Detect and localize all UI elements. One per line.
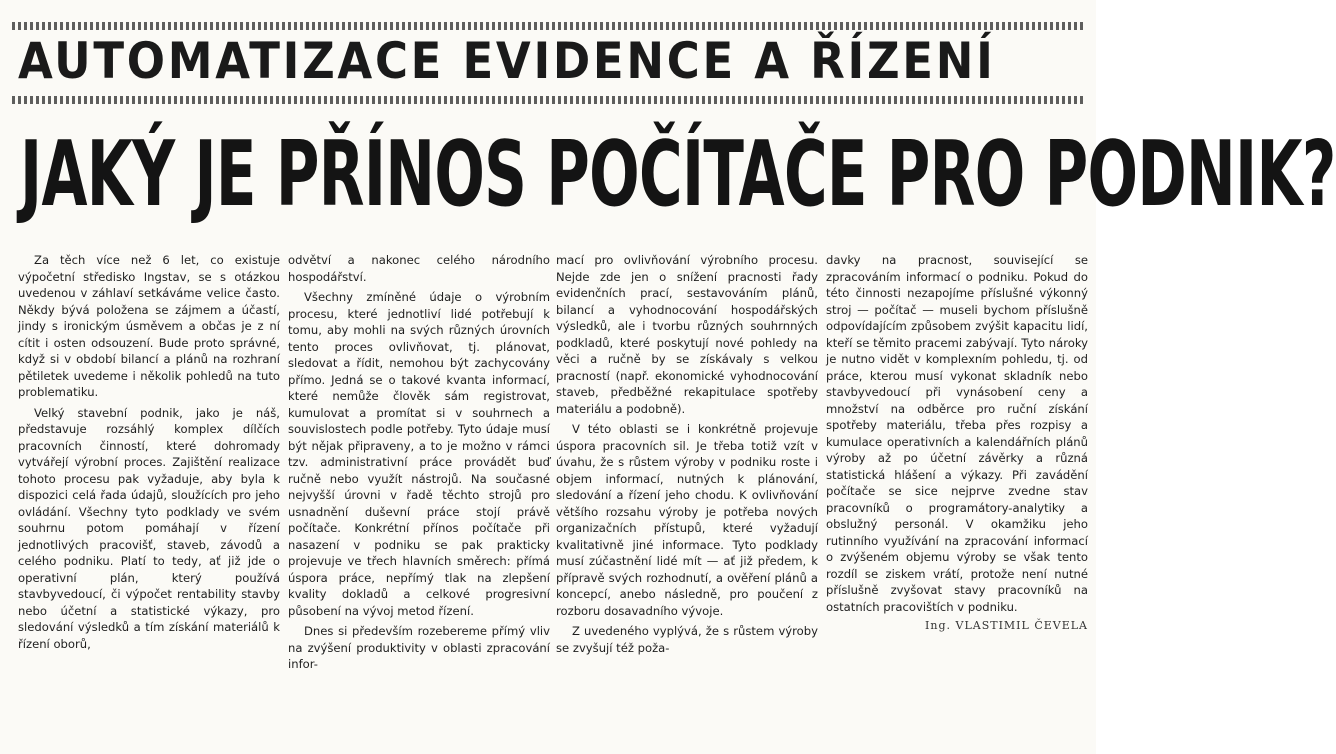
- article-column-1: [18, 252, 280, 744]
- author-byline: Ing. VLASTIMIL ČEVELA: [925, 619, 1088, 632]
- top-dotted-rule: [12, 22, 1086, 30]
- column-3-paragraph-3: Z uvedeného vyplývá, že s růstem výroby se zvyšují též poža-: [556, 624, 818, 655]
- column-1-paragraph-1: Za těch více než 6 let, co existuje výpočetní středisko Ingstav, se s otázkou uvedenou v záhlaví setkáváme velice často. Někdy bývá položena se zájmem a účastí, jindy s ironickým úsměvem a občas je z ní cítit i osten odsouzení. Bude proto správné, když si v období bilancí a plánů na rozhraní pětiletek uvedeme i několik pohledů na tuto problematiku.: [18, 253, 280, 399]
- middle-dotted-rule: [12, 96, 1086, 104]
- column-3-paragraph-2: V této oblasti se i konkrétně projevuje úspora pracovních sil. Je třeba totiž vzít v úvahu, že s růstem výroby v podniku roste i objem informací, nutných k plánování, sledování a řízení jeho chodu. K ovlivňování většího rozsahu výroby je potřeba nových organizačních přístupů, které vyžadují kvalitativně jiné informace. Tyto podklady musí zúčastnění lidé mít — ať již předem, k přípravě svých rozhodnutí, a ověření plánů a koncepcí, anebo následně, pro poučení z rozboru dosavadního vývoje.: [556, 422, 818, 618]
- article-column-3: [556, 252, 818, 744]
- column-4-paragraph-1: davky na pracnost, související se zpracováním informací o podniku. Pokud do této činnosti nezapojíme příslušné výkonný stroj — počítač — museli bychom příslušně odpovídajícím způsobem zvýšit kapacitu lidí, kteří se těmito pracemi zabývají. Tyto nároky je nutno vidět v komplexním pohledu, tj. od práce, kterou musí vykonat skladník nebo stavbyvedoucí při vynásobení ceny a množství na odběrce pro ruční získání spotřeby materiálu, třeba přes rozpisy a kumulace operativních a kalendářních plánů výroby až po účetní závěrky a různá statistická hlášení a výkazy. Při zavádění počítače se sice nejprve zvedne stav pracovníků o programátory-analytiky a obslužný personál. V okamžiku jeho rutinního využívání na zpracování informací o zvýšeném objemu výroby se však tento rozdíl se ziskem vrátí, protože není nutné příslušně zvyšovat stavy pracovníků na ostatních pracovištích v podniku.: [826, 253, 1088, 614]
- article-column-2: [288, 252, 550, 744]
- column-1-paragraph-2: Velký stavební podnik, jako je náš, představuje rozsáhlý komplex dílčích pracovních činností, které dohromady vytvářejí výrobní proces. Zajištění realizace tohoto procesu pak vyžaduje, aby byla k dispozici celá řada údajů, sloužících pro jeho ovládání. Všechny tyto podklady ve svém souhrnu potom pomáhají v řízení jednotlivých pracovišť, staveb, závodů a celého podniku. Platí to tedy, ať již jde o operativní plán, který používá stavbyvedoucí, či výpočet rentability stavby nebo účetní a statistické výkazy, pro sledování výsledků a tím získání materiálů k řízení oborů,: [18, 405, 280, 651]
- article-headline: JAKÝ JE PŘÍNOS POČÍTAČE PRO PODNIK?: [20, 122, 1336, 227]
- article-column-4: [826, 252, 1088, 744]
- column-2-paragraph-1: odvětví a nakonec celého národního hospodářství.: [288, 253, 550, 284]
- column-2-paragraph-2: Všechny zmíněné údaje o výrobním procesu, které jednotliví lidé potřebují k tomu, aby mohli na svých různých úrovních tento proces ovlivňovat, tj. plánovat, sledovat a řídit, nemohou být zachycovány přímo. Jedná se o takové kvanta informací, které nemůže člověk sám registrovat, kumulovat a promítat si v souhrnech a souvislostech podle potřeby. Tyto údaje musí být nějak připraveny, a to je možno v rámci tzv. administrativní práce provádět buď ručně nebo využít nástrojů. Na současné nejvyšší úrovni v řadě těchto strojů pro usnadnění duševní práce stojí právě počítače. Konkrétní přínos počítače při nasazení v podniku se pak prakticky projevuje ve třech hlavních směrech: přímá úspora práce, nepřímý tlak na zlepšení kvality dokladů a celkové progresivní působení na vývoj metod řízení.: [288, 290, 550, 618]
- section-kicker: AUTOMATIZACE EVIDENCE A ŘÍZENÍ: [18, 32, 996, 90]
- column-2-paragraph-3: Dnes si především rozebereme přímý vliv na zvýšení produktivity v oblasti zpracování infor-: [288, 624, 550, 671]
- column-3-paragraph-1: mací pro ovlivňování výrobního procesu. Nejde zde jen o snížení pracnosti řady evidenčních prací, sestavováním plánů, bilancí a vyhodnocování hospodářských výsledků, ale i tvorbu různých souhrnných podkladů, které poskytují nové pohledy na věci a ručně by se získávaly s velkou pracností (např. ekonomické vyhodnocování staveb, předběžné rekapitulace spotřeby materiálu a podobně).: [556, 253, 818, 416]
